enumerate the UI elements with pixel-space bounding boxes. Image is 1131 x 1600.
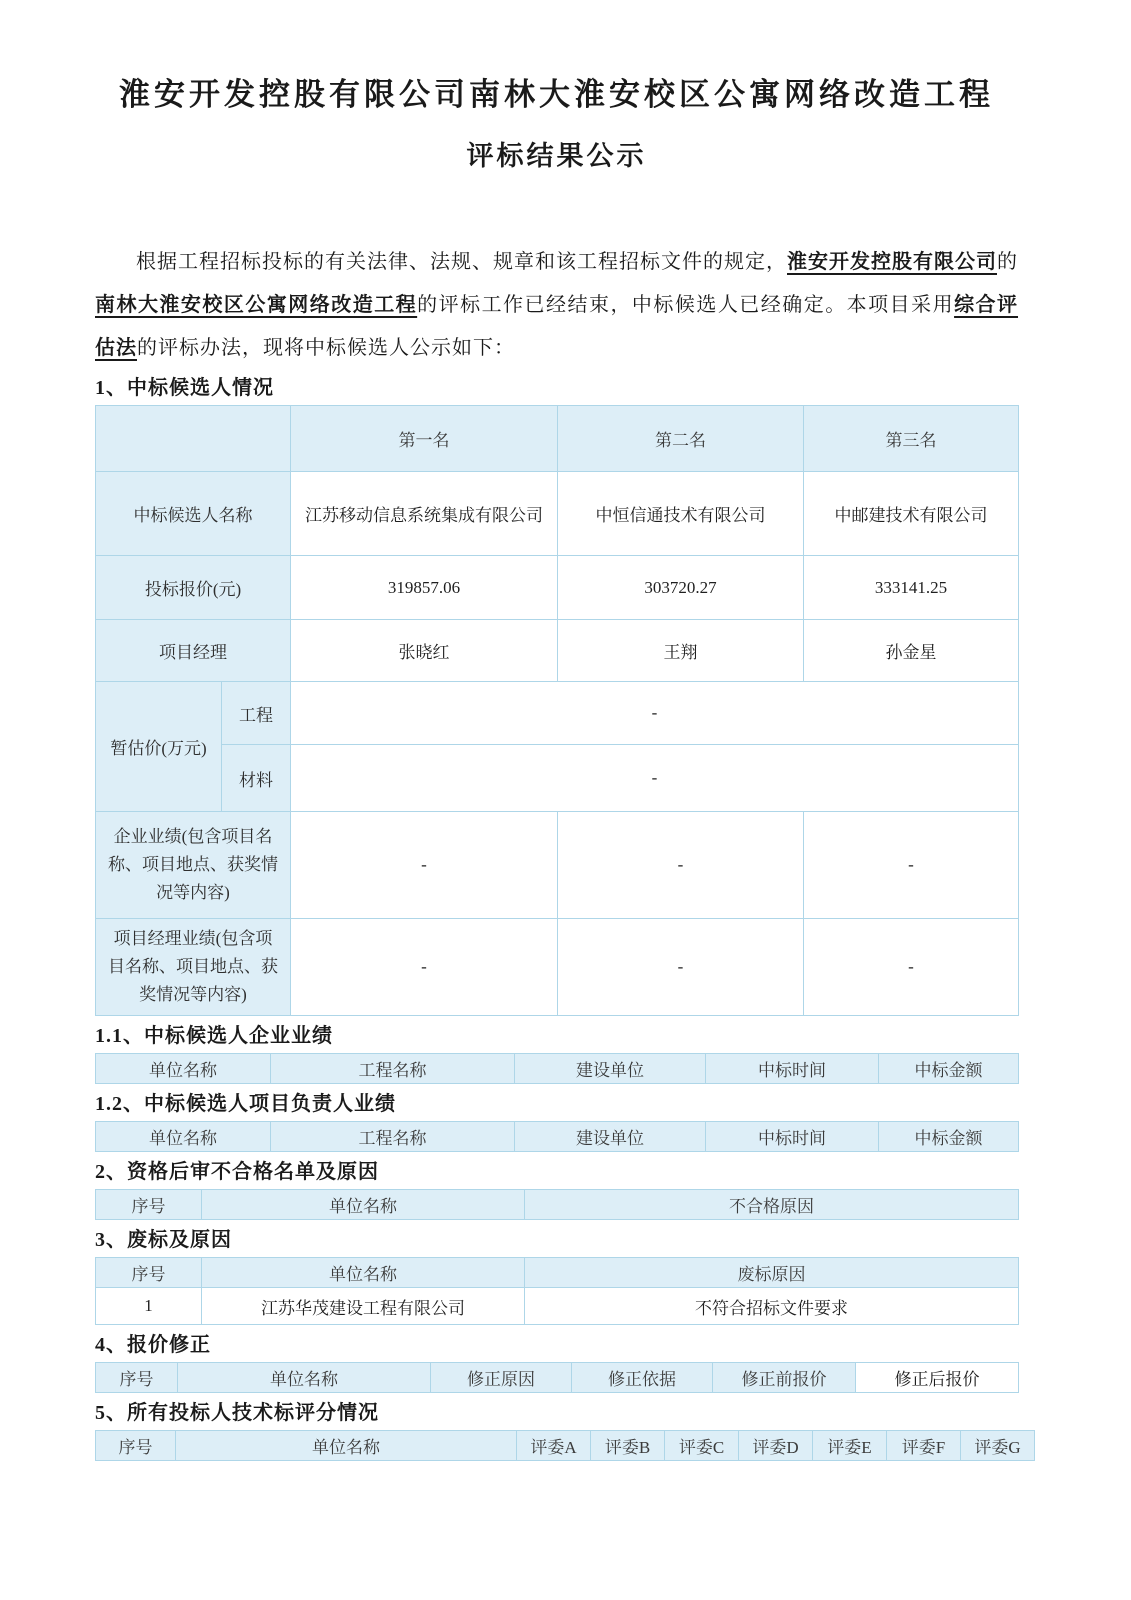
candidate-name: 江苏移动信息系统集成有限公司 [291, 472, 558, 556]
rejected-bid-reason: 不符合招标文件要求 [525, 1288, 1019, 1325]
column-header: 单位名称 [202, 1258, 525, 1288]
column-header: 单位名称 [202, 1190, 525, 1220]
column-header: 修正后报价 [856, 1363, 1019, 1393]
section1-heading: 1、中标候选人情况 [95, 377, 274, 399]
column-header: 序号 [96, 1258, 202, 1288]
row-label-provisional-material: 材料 [222, 745, 291, 812]
column-header: 中标金额 [879, 1054, 1019, 1084]
column-header: 工程名称 [271, 1054, 515, 1084]
column-header: 评委E [813, 1431, 887, 1461]
row-label-provisional-price: 暂估价(万元) [96, 682, 222, 812]
provisional-engineering-value: - [291, 682, 1019, 745]
column-header: 评委G [961, 1431, 1035, 1461]
document-title-line2: 评标结果公示 [466, 141, 647, 171]
section1-2-heading: 1.2、中标候选人项目负责人业绩 [95, 1093, 396, 1115]
intro-text: 的 [997, 251, 1018, 273]
pm-performance: - [558, 919, 804, 1016]
column-header: 评委B [591, 1431, 665, 1461]
column-header: 工程名称 [271, 1122, 515, 1152]
enterprise-performance: - [558, 812, 804, 919]
intro-company-name: 淮安开发控股有限公司 [787, 251, 997, 273]
column-header: 单位名称 [176, 1431, 517, 1461]
project-manager: 王翔 [558, 620, 804, 682]
enterprise-performance: - [804, 812, 1019, 919]
candidate-name: 中邮建技术有限公司 [804, 472, 1019, 556]
column-header: 评委F [887, 1431, 961, 1461]
corner-cell [96, 406, 291, 472]
row-label-pm-performance: 项目经理业绩(包含项目名称、项目地点、获奖情况等内容) [96, 919, 291, 1016]
row-label-candidate-name: 中标候选人名称 [96, 472, 291, 556]
bid-price: 303720.27 [558, 556, 804, 620]
pm-performance: - [804, 919, 1019, 1016]
column-header: 修正依据 [572, 1363, 713, 1393]
section3-heading: 3、废标及原因 [95, 1229, 232, 1251]
provisional-material-value: - [291, 745, 1019, 812]
bid-price: 319857.06 [291, 556, 558, 620]
intro-text: 的评标工作已经结束，中标候选人已经确定。本项目采用 [417, 294, 955, 316]
intro-text: 根据工程招标投标的有关法律、法规、规章和该工程招标文件的规定， [136, 251, 787, 273]
row-label-bid-price: 投标报价(元) [96, 556, 291, 620]
column-header: 中标金额 [879, 1122, 1019, 1152]
intro-paragraph [95, 241, 1018, 370]
enterprise-performance: - [291, 812, 558, 919]
column-header: 评委A [517, 1431, 591, 1461]
column-header: 评委D [739, 1431, 813, 1461]
row-label-enterprise-performance: 企业业绩(包含项目名称、项目地点、获奖情况等内容) [96, 812, 291, 919]
candidate-name: 中恒信通技术有限公司 [558, 472, 804, 556]
column-header: 废标原因 [525, 1258, 1019, 1288]
section5-heading: 5、所有投标人技术标评分情况 [95, 1402, 379, 1424]
column-header: 单位名称 [96, 1122, 271, 1152]
row-label-project-manager: 项目经理 [96, 620, 291, 682]
rejected-bid-no: 1 [96, 1288, 202, 1325]
column-header: 建设单位 [515, 1054, 706, 1084]
rank-header: 第一名 [291, 406, 558, 472]
price-correction-table [95, 1362, 1019, 1393]
row-label-provisional-engineering: 工程 [222, 682, 291, 745]
section4-heading: 4、报价修正 [95, 1334, 211, 1356]
intro-method-name: 综合评估法 [95, 294, 1019, 359]
column-header: 中标时间 [706, 1054, 879, 1084]
rank-header: 第三名 [804, 406, 1019, 472]
intro-project-name: 南林大淮安校区公寓网络改造工程 [95, 294, 418, 316]
bid-price: 333141.25 [804, 556, 1019, 620]
rejected-bids-table [95, 1257, 1019, 1325]
pm-performance-table [95, 1121, 1019, 1152]
column-header: 序号 [96, 1431, 176, 1461]
intro-text: 的评标办法，现将中标候选人公示如下： [137, 337, 515, 359]
technical-score-table [95, 1430, 1035, 1461]
column-header: 不合格原因 [525, 1190, 1019, 1220]
pm-performance: - [291, 919, 558, 1016]
section1-1-heading: 1.1、中标候选人企业业绩 [95, 1025, 333, 1047]
table-row [96, 1288, 1019, 1325]
project-manager: 孙金星 [804, 620, 1019, 682]
column-header: 修正前报价 [713, 1363, 856, 1393]
column-header: 序号 [96, 1363, 178, 1393]
column-header: 单位名称 [96, 1054, 271, 1084]
column-header: 建设单位 [515, 1122, 706, 1152]
column-header: 评委C [665, 1431, 739, 1461]
column-header: 序号 [96, 1190, 202, 1220]
document-title-line1: 淮安开发控股有限公司南林大淮安校区公寓网络改造工程 [119, 77, 994, 112]
winning-candidates-table [95, 405, 1019, 1016]
column-header: 中标时间 [706, 1122, 879, 1152]
section2-heading: 2、资格后审不合格名单及原因 [95, 1161, 379, 1183]
rank-header: 第二名 [558, 406, 804, 472]
rejected-bid-company: 江苏华茂建设工程有限公司 [202, 1288, 525, 1325]
column-header: 单位名称 [178, 1363, 431, 1393]
enterprise-performance-table [95, 1053, 1019, 1084]
project-manager: 张晓红 [291, 620, 558, 682]
column-header: 修正原因 [431, 1363, 572, 1393]
unqualified-list-table [95, 1189, 1019, 1220]
